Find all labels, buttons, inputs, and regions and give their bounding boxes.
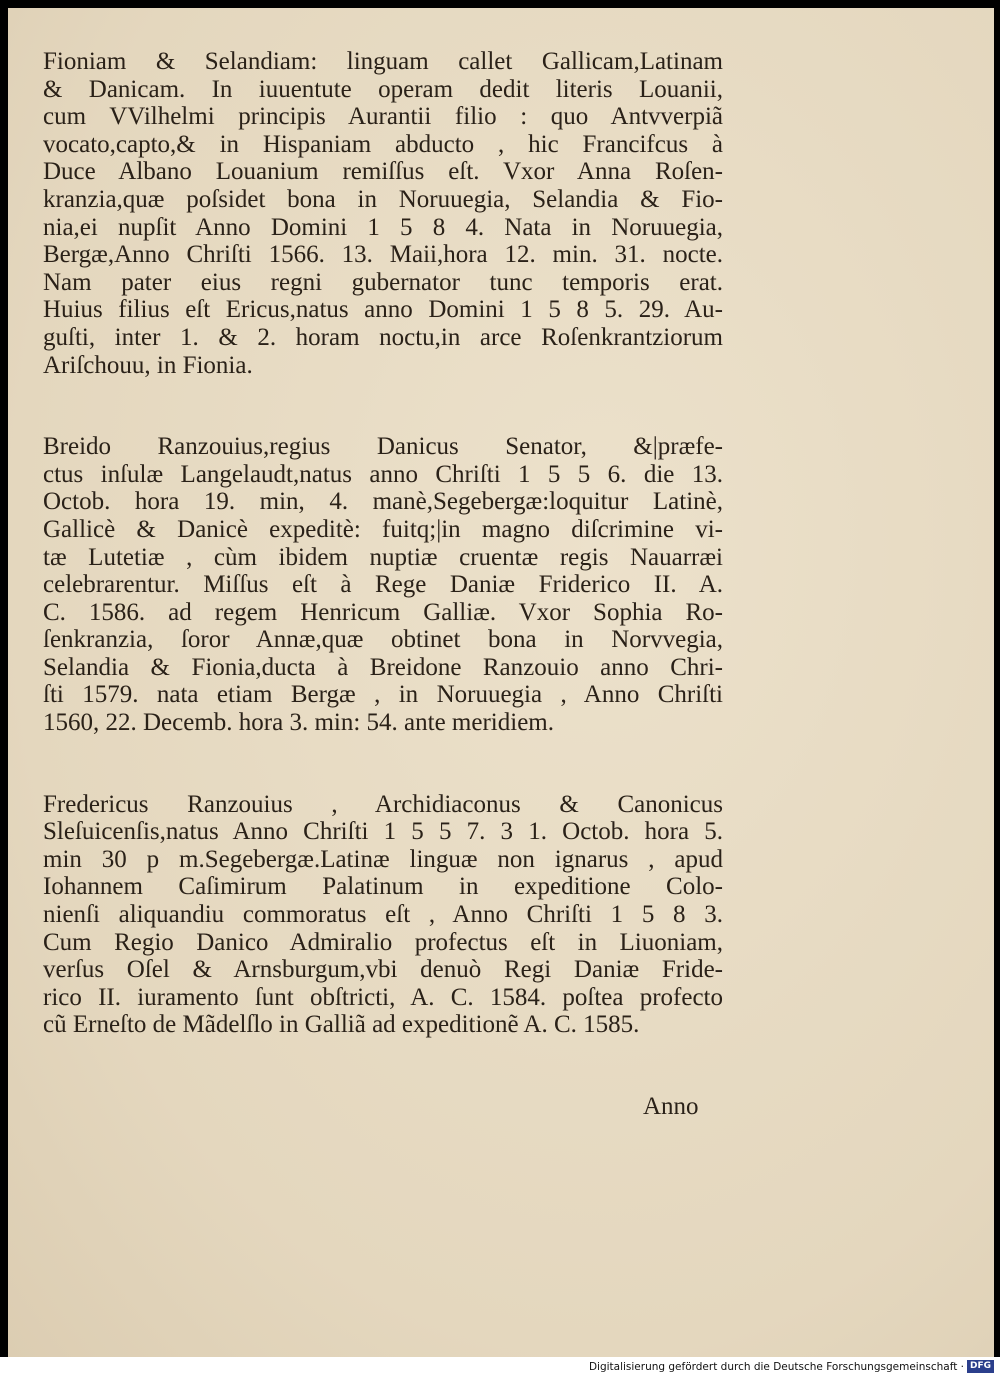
text-line: nia,ei nupſit Anno Domini 1 5 8 4. Nata in Noruuegia, — [43, 213, 723, 241]
text-line: celebrarentur. Miſſus eſt à Rege Daniæ Friderico II. A. — [43, 571, 723, 599]
text-line: cum VVilhelmi principis Aurantii filio : quo Antvverpiã — [43, 103, 723, 131]
text-line: Duce Albano Louanium remiſſus eſt. Vxor Anna Roſen- — [43, 158, 723, 186]
footer-credit: Digitalisierung gefördert durch die Deutsche Forschungsgemeinschaft · — [588, 1361, 964, 1373]
text-line: Nam pater eius regni gubernator tunc temporis erat. — [43, 268, 723, 296]
paragraph-2 — [43, 433, 723, 737]
text-line: Iohannem Caſimirum Palatinum in expeditione Colo- — [43, 873, 723, 901]
text-line: Huius filius eſt Ericus,natus anno Domini 1 5 8 5. 29. Au- — [43, 296, 723, 324]
text-line: ctus inſulæ Langelaudt,natus anno Chriſti 1 5 5 6. die 13. — [43, 460, 723, 488]
text-line: tæ Lutetiæ , cùm ibidem nuptiæ cruentæ regis Nauarræi — [43, 543, 723, 571]
text-line: Selandia & Fionia,ducta à Breidone Ranzouio anno Chri- — [43, 653, 723, 681]
text-line: nienſi aliquandiu commoratus eſt , Anno Chriſti 1 5 8 3. — [43, 901, 723, 929]
text-line: Cum Regio Danico Admiralio profectus eſt in Liuoniam, — [43, 928, 723, 956]
paragraph-3 — [43, 791, 723, 1039]
text-line: Breido Ranzouius,regius Danicus Senator, &|præfe- — [43, 433, 723, 461]
document-page — [8, 8, 994, 1357]
text-line: 1560, 22. Decemb. hora 3. min: 54. ante meridiem. — [43, 709, 554, 737]
text-line: min 30 p m.Segebergæ.Latinæ linguæ non ignarus , apud — [43, 845, 723, 873]
text-line: cũ Erneſto de Mãdelſlo in Galliã ad expeditionẽ A. C. 1585. — [43, 1011, 640, 1039]
text-line: rico II. iuramento ſunt obſtricti, A. C. 1584. poſtea profecto — [43, 983, 723, 1011]
text-line: Fioniam & Selandiam: linguam callet Gallicam,Latinam — [43, 48, 723, 75]
text-line: Fredericus Ranzouius , Archidiaconus & Canonicus — [43, 790, 723, 818]
text-line: Octob. hora 19. min, 4. manè,Segebergæ:loquitur Latinè, — [43, 488, 723, 516]
text-line: ſenkranzia, ſoror Annæ,quæ obtinet bona in Norvvegia, — [43, 626, 723, 654]
text-line: guſti, inter 1. & 2. horam noctu,in arce Roſenkrantziorum — [43, 323, 723, 351]
text-line: Bergæ,Anno Chriſti 1566. 13. Maii,hora 12. min. 31. nocte. — [43, 241, 723, 269]
text-line: Ariſchouu, in Fionia. — [43, 351, 253, 379]
dfg-logo-icon: DFG — [967, 1360, 994, 1373]
catchword: Anno — [643, 1093, 699, 1120]
text-block — [43, 48, 723, 1039]
text-line: verſus Oſel & Arnsburgum,vbi denuò Regi Daniæ Fride- — [43, 956, 723, 984]
text-line: Sleſuicenſis,natus Anno Chriſti 1 5 5 7. 3 1. Octob. hora 5. — [43, 818, 723, 846]
footer-bar — [0, 1357, 1000, 1378]
text-line: C. 1586. ad regem Henricum Galliæ. Vxor Sophia Ro- — [43, 598, 723, 626]
text-line: vocato,capto,& in Hispaniam abducto , hic Francifcus à — [43, 130, 723, 158]
text-line: ſti 1579. nata etiam Bergæ , in Noruuegia , Anno Chriſti — [43, 681, 723, 709]
text-line: & Danicam. In iuuentute operam dedit literis Louanii, — [43, 75, 723, 103]
text-line: kranzia,quæ poſsidet bona in Noruuegia, Selandia & Fio- — [43, 185, 723, 213]
text-line: Gallicè & Danicè expeditè: fuitq;|in magno diſcrimine vi- — [43, 515, 723, 543]
paragraph-1 — [43, 48, 723, 379]
